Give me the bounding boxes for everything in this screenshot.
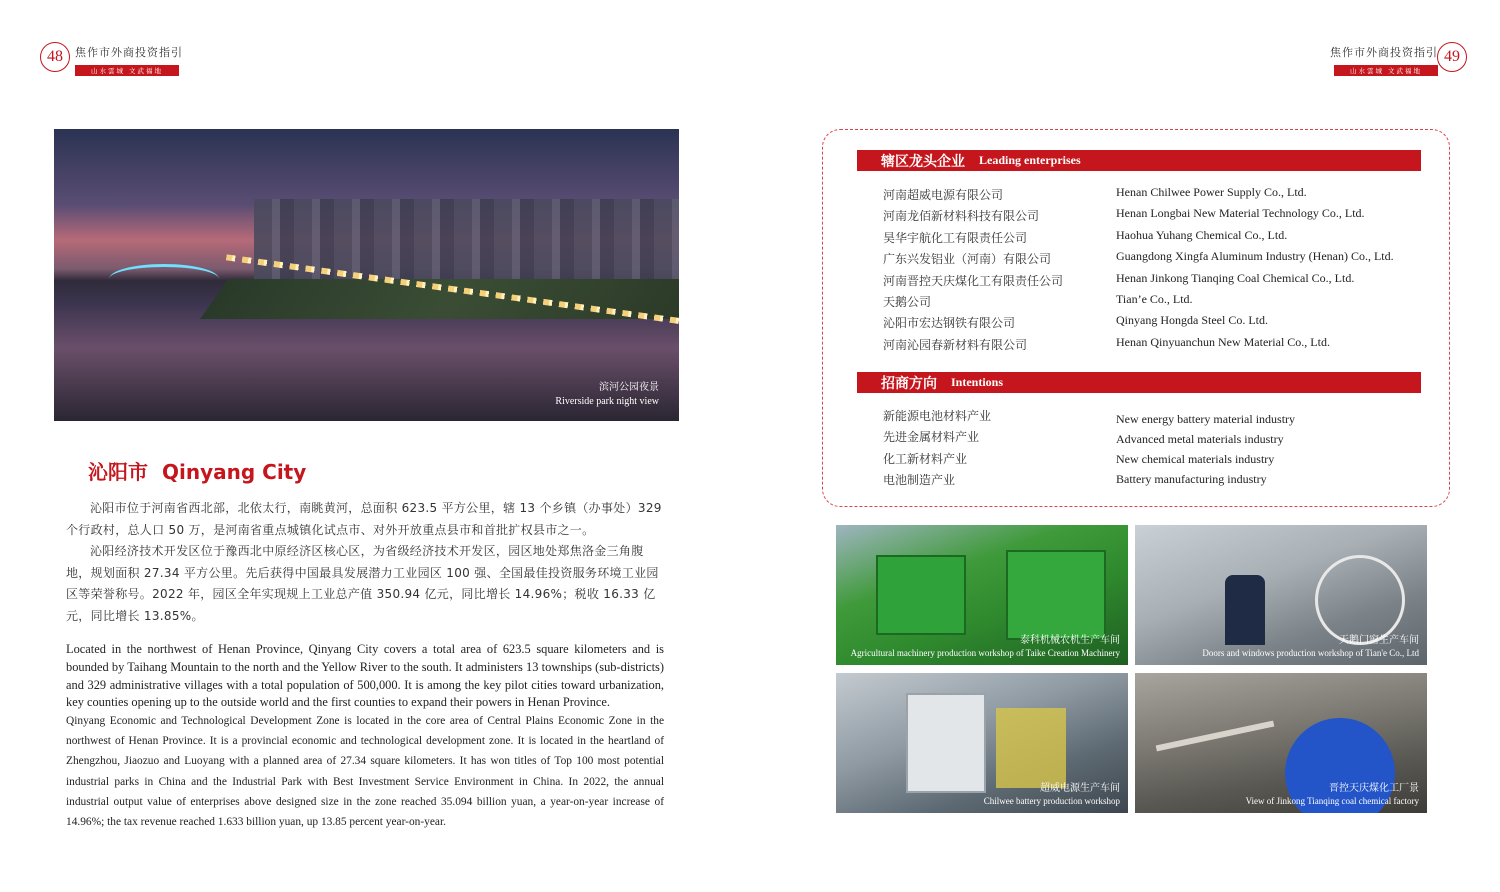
- list-item: New energy battery material industry: [1116, 412, 1296, 426]
- list-item: Henan Chilwee Power Supply Co., Ltd.: [1116, 185, 1307, 199]
- caption-en: Agricultural machinery production workshop of Taike Creation Machinery: [850, 648, 1120, 658]
- list-item: 河南龙佰新材料科技有限公司: [883, 209, 1040, 224]
- battery-workshop-photo: [836, 673, 1128, 813]
- harvester-cab: [876, 555, 966, 635]
- list-item: 昊华宇航化工有限责任公司: [883, 230, 1028, 245]
- caption-cn: 滨河公园夜景: [599, 382, 659, 393]
- caption-en: Doors and windows production workshop of Tian'e Co., Ltd: [1202, 648, 1419, 658]
- list-item: 沁阳市宏达钢铁有限公司: [883, 316, 1016, 331]
- section-title-cn: 招商方向: [881, 375, 937, 392]
- list-item: Advanced metal materials industry: [1116, 432, 1284, 446]
- header-title: 焦作市外商投资指引: [1330, 46, 1438, 59]
- list-item: 先进金属材料产业: [883, 430, 980, 445]
- section-title-en: Intentions: [951, 375, 1004, 389]
- intro-cn-paragraph-1: 沁阳市位于河南省西北部，北依太行，南眺黄河，总面积 623.5 平方公里，辖 13 个乡镇（办事处）329 个行政村，总人口 50 万，是河南省重点城镇化试点市、对外开放重点县市和首批扩权县市之一。: [66, 501, 662, 537]
- machinery-workshop-photo: [836, 525, 1128, 665]
- header-slogan: 山水雲城 文武福地: [1334, 65, 1438, 76]
- intention-list-cn: [883, 407, 991, 493]
- list-item: 电池制造产业: [883, 473, 956, 488]
- list-item: New chemical materials industry: [1116, 452, 1275, 466]
- list-item: Henan Qinyuanchun New Material Co., Ltd.: [1116, 334, 1330, 349]
- section-title-cn: 辖区龙头企业: [881, 153, 965, 170]
- caption-en: Riverside park night view: [555, 396, 659, 407]
- list-item: Henan Longbai New Material Technology Co., Ltd.: [1116, 206, 1365, 221]
- caption-cn: 超威电源生产车间: [1040, 783, 1120, 794]
- list-item: Tian’e Co., Ltd.: [1116, 291, 1193, 306]
- photo-caption: [844, 635, 1120, 659]
- intention-list-en: [1116, 412, 1295, 492]
- list-item: 新能源电池材料产业: [883, 409, 992, 423]
- caption-en: View of Jinkong Tianqing coal chemical factory: [1245, 796, 1419, 806]
- pipe-coil: [1315, 555, 1405, 645]
- list-item: 广东兴发铝业（河南）有限公司: [883, 252, 1052, 267]
- production-machine: [996, 708, 1066, 788]
- section-title-en: Leading enterprises: [979, 153, 1081, 167]
- caption-cn: 天鹅门窗生产车间: [1339, 635, 1419, 646]
- list-item: Henan Jinkong Tianqing Coal Chemical Co., Ltd.: [1116, 270, 1355, 285]
- enterprise-list-cn: [883, 186, 1063, 357]
- riverside-park-photo: [54, 129, 679, 421]
- photo-caption: [555, 381, 659, 409]
- list-item: 河南沁园春新材料有限公司: [883, 337, 1028, 352]
- photo-caption: [1246, 783, 1419, 807]
- photo-caption: [1202, 635, 1419, 659]
- conveyor: [1156, 721, 1275, 752]
- list-item: Guangdong Xingfa Aluminum Industry (Henan) Co., Ltd.: [1116, 249, 1394, 264]
- list-item: 河南超威电源有限公司: [883, 188, 1004, 202]
- city-name-en: Qinyang City: [162, 460, 307, 484]
- list-item: 化工新材料产业: [883, 451, 968, 466]
- list-item: 河南晋控天庆煤化工有限责任公司: [883, 273, 1064, 288]
- running-header-left: [75, 44, 183, 78]
- intro-en-paragraph-2: Qinyang Economic and Technological Development Zone is located in the core area of Central Plains Economic Zone in the northwest of Henan Province. It is a provincial economic and technological development zone. It is located in the heartland of Zhengzhou, Jiaozuo and Luoyang with a planned area of 27.34 square kilometers. It has won titles of Top 100 most potential industrial parks in China and the Industrial Park with Best Investment Service Environment in China. In 2022, the annual industrial output value of enterprises above designed size in the zone reached 35.094 billion yuan, a year-on-year increase of 14.96%; the tax revenue reached 1.633 billion yuan, up 13.85 percent year-on-year.: [66, 715, 664, 829]
- lit-bridge: [109, 264, 219, 294]
- section-header-intentions: [857, 372, 1421, 393]
- header-slogan: 山水雲城 文武福地: [75, 65, 179, 76]
- chemical-factory-photo: [1135, 673, 1427, 813]
- list-item: Qinyang Hongda Steel Co. Ltd.: [1116, 313, 1268, 328]
- running-header-right: [1330, 44, 1438, 78]
- harvester-cab: [1006, 550, 1106, 640]
- intro-en-paragraph-1: Located in the northwest of Henan Province, Qinyang City covers a total area of 623.5 square kilometers and is bounded by Taihang Mountain to the north and the Yellow River to the south. It administers 13 townships (sub-districts) and 329 administrative villages with a total population of 500,000. It is among the key pilot cities toward urbanization, key counties opening up to the outside world and the first counties to expand their powers in Henan Province.: [66, 642, 664, 710]
- caption-en: Chilwee battery production workshop: [983, 796, 1120, 806]
- enterprise-list-en: [1116, 185, 1394, 356]
- page-number-left: 48: [40, 42, 70, 72]
- window-workshop-photo: [1135, 525, 1427, 665]
- city-name-cn: 沁阳市: [88, 460, 148, 484]
- caption-cn: 泰科机械农机生产车间: [1020, 635, 1120, 646]
- header-title: 焦作市外商投资指引: [75, 46, 183, 59]
- list-item: Battery manufacturing industry: [1116, 472, 1267, 486]
- section-header-enterprises: [857, 150, 1421, 171]
- list-item: Haohua Yuhang Chemical Co., Ltd.: [1116, 227, 1288, 242]
- intro-cn-paragraph-2: 沁阳经济技术开发区位于豫西北中原经济区核心区，为省级经济技术开发区，园区地处郑焦洛金三角腹地，规划面积 27.34 平方公里。先后获得中国最具发展潜力工业园区 100 强、全国最佳投资服务环境工业园区等荣誉称号。2022 年，园区全年实现规上工业总产值 350.94 亿元，同比增长 14.96%；税收 16.33 亿元，同比增长 13.85%。: [66, 544, 659, 623]
- page-number-right: 49: [1437, 42, 1467, 72]
- photo-caption: [844, 783, 1120, 807]
- list-item: 天鹅公司: [883, 294, 932, 309]
- production-machine: [906, 693, 986, 793]
- city-title: [88, 456, 306, 485]
- caption-cn: 晋控天庆煤化工厂景: [1329, 783, 1419, 794]
